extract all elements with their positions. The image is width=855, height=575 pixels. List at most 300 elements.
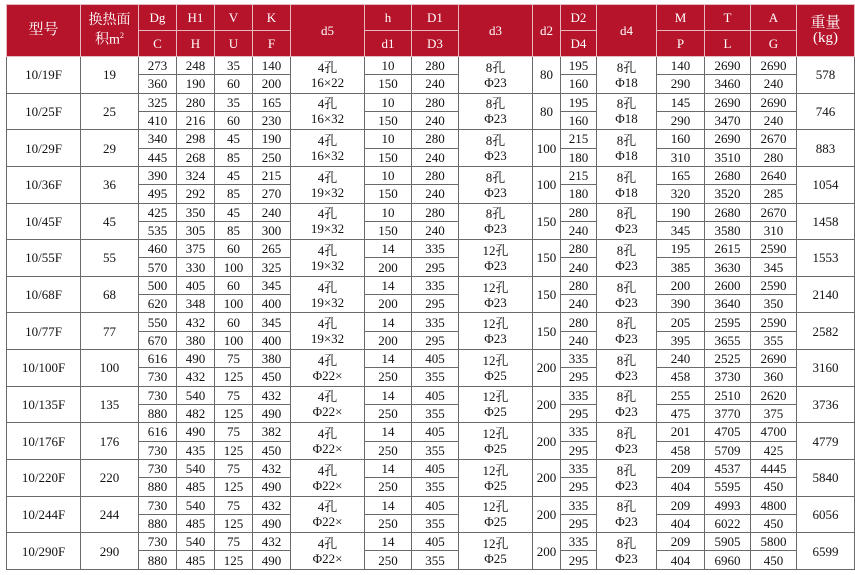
T-cell: 4705 (705, 423, 751, 441)
model-cell: 10/45F (7, 203, 81, 240)
d4-cell-line1: 8孔 (616, 279, 637, 295)
u-cell: 60 (215, 111, 253, 129)
model-cell: 10/68F (7, 276, 81, 313)
D3-cell: 295 (412, 331, 459, 349)
d4-cell-line2: Φ18 (615, 184, 638, 200)
header-area-line2: 积m (95, 32, 120, 48)
h1-cell: 405 (177, 276, 215, 294)
v-cell: 35 (215, 93, 253, 111)
G-cell: 450 (751, 478, 797, 496)
f-cell: 250 (253, 148, 291, 166)
A-cell: 2690 (751, 350, 797, 368)
d5-cell-line2: 19×32 (310, 221, 345, 237)
A-cell: 4800 (751, 496, 797, 514)
d3-cell-line2: Φ25 (484, 551, 507, 567)
P-cell: 345 (657, 221, 705, 239)
D1-cell: 405 (412, 533, 459, 551)
d5-cell (291, 276, 365, 313)
L-cell: 3655 (705, 331, 751, 349)
G-cell: 240 (751, 111, 797, 129)
T-cell: 2690 (705, 93, 751, 111)
k-cell: 190 (253, 130, 291, 148)
area-cell: 290 (81, 533, 139, 570)
D1-cell: 280 (412, 93, 459, 111)
model-cell: 10/29F (7, 130, 81, 167)
H-cell: 216 (177, 111, 215, 129)
d3-cell-line2: Φ23 (484, 331, 507, 347)
h-cell: 14 (365, 496, 412, 514)
d5-cell-line2: 19×32 (310, 294, 345, 310)
model-cell: 10/25F (7, 93, 81, 130)
h1-cell: 490 (177, 350, 215, 368)
dg-cell: 390 (139, 166, 177, 184)
d4-cell-line2: Φ23 (615, 221, 638, 237)
d4-cell (597, 240, 657, 277)
d3-cell (459, 166, 533, 203)
G-cell: 310 (751, 221, 797, 239)
A-cell: 2690 (751, 93, 797, 111)
d3-cell-line1: 12孔 (482, 279, 509, 295)
H-cell: 190 (177, 75, 215, 93)
d3-cell-line1: 12孔 (482, 316, 509, 332)
H-cell: 485 (177, 551, 215, 570)
D4-cell: 240 (561, 295, 597, 313)
table-row (7, 313, 855, 331)
d3-cell-line1: 12孔 (482, 352, 509, 368)
h1-cell: 280 (177, 93, 215, 111)
D3-cell: 240 (412, 221, 459, 239)
P-cell: 404 (657, 551, 705, 570)
d3-cell-line1: 8孔 (485, 59, 506, 75)
D3-cell: 295 (412, 258, 459, 276)
c-cell: 620 (139, 295, 177, 313)
d3-cell-line2: Φ23 (484, 184, 507, 200)
d5-cell-line1: 4孔 (317, 169, 338, 185)
M-cell: 255 (657, 386, 705, 404)
d3-cell-line1: 12孔 (482, 242, 509, 258)
h1-cell: 324 (177, 166, 215, 184)
D2-cell: 335 (561, 533, 597, 551)
d4-cell (597, 533, 657, 570)
k-cell: 380 (253, 350, 291, 368)
v-cell: 45 (215, 203, 253, 221)
d4-cell-line1: 8孔 (616, 462, 637, 478)
D4-cell: 180 (561, 185, 597, 203)
T-cell: 2595 (705, 313, 751, 331)
H-cell: 482 (177, 404, 215, 422)
T-cell: 2525 (705, 350, 751, 368)
model-cell: 10/290F (7, 533, 81, 570)
d2-cell: 150 (533, 313, 561, 350)
table-body (7, 57, 855, 570)
d2-cell: 150 (533, 276, 561, 313)
d5-cell (291, 166, 365, 203)
header-area-sup: 2 (119, 31, 124, 41)
D3-cell: 240 (412, 148, 459, 166)
d3-cell (459, 313, 533, 350)
D1-cell: 405 (412, 459, 459, 477)
header-model: 型号 (7, 5, 81, 57)
D3-cell: 295 (412, 295, 459, 313)
d4-cell-line1: 8孔 (616, 352, 637, 368)
d4-cell-line2: Φ23 (615, 367, 638, 383)
d3-cell-line2: Φ25 (484, 441, 507, 457)
weight-cell: 2582 (797, 313, 855, 350)
d5-cell-line2: 16×22 (310, 74, 345, 90)
header-area (81, 5, 139, 57)
f-cell: 400 (253, 295, 291, 313)
k-cell: 432 (253, 533, 291, 551)
d2-cell: 200 (533, 350, 561, 387)
d3-cell-line2: Φ23 (484, 148, 507, 164)
d5-cell-line1: 4孔 (317, 242, 338, 258)
d2-cell: 100 (533, 130, 561, 167)
D4-cell: 295 (561, 368, 597, 386)
G-cell: 285 (751, 185, 797, 203)
d5-cell (291, 423, 365, 460)
A-cell: 2670 (751, 130, 797, 148)
P-cell: 475 (657, 404, 705, 422)
d4-cell-line1: 8孔 (616, 169, 637, 185)
d4-cell-line2: Φ18 (615, 74, 638, 90)
P-cell: 290 (657, 111, 705, 129)
L-cell: 6022 (705, 514, 751, 532)
header-L: L (705, 31, 751, 57)
k-cell: 432 (253, 496, 291, 514)
d5-cell-line1: 4孔 (317, 389, 338, 405)
A-cell: 2690 (751, 57, 797, 75)
model-cell: 10/135F (7, 386, 81, 423)
d5-cell-line2: 16×32 (310, 111, 345, 127)
D4-cell: 295 (561, 404, 597, 422)
h-cell: 10 (365, 166, 412, 184)
H-cell: 305 (177, 221, 215, 239)
d4-cell (597, 313, 657, 350)
d1-cell: 200 (365, 258, 412, 276)
u-cell: 100 (215, 258, 253, 276)
D3-cell: 355 (412, 478, 459, 496)
d5-cell-line1: 4孔 (317, 352, 338, 368)
weight-cell: 3736 (797, 386, 855, 423)
f-cell: 270 (253, 185, 291, 203)
D1-cell: 405 (412, 386, 459, 404)
d3-cell (459, 57, 533, 94)
header-G: G (751, 31, 797, 57)
header-dg: Dg (139, 5, 177, 31)
D3-cell: 355 (412, 551, 459, 570)
D4-cell: 295 (561, 551, 597, 570)
d2-cell: 200 (533, 533, 561, 570)
A-cell: 2590 (751, 276, 797, 294)
weight-cell: 6599 (797, 533, 855, 570)
weight-cell: 1458 (797, 203, 855, 240)
M-cell: 145 (657, 93, 705, 111)
D1-cell: 280 (412, 57, 459, 75)
c-cell: 880 (139, 404, 177, 422)
d4-cell-line1: 8孔 (616, 426, 637, 442)
header-P: P (657, 31, 705, 57)
d4-cell-line1: 8孔 (616, 96, 637, 112)
table-row (7, 276, 855, 294)
d2-cell: 200 (533, 496, 561, 533)
d3-cell-line2: Φ23 (484, 294, 507, 310)
weight-cell: 3160 (797, 350, 855, 387)
A-cell: 2620 (751, 386, 797, 404)
L-cell: 3730 (705, 368, 751, 386)
d3-cell-line2: Φ23 (484, 111, 507, 127)
D2-cell: 215 (561, 130, 597, 148)
G-cell: 345 (751, 258, 797, 276)
d3-cell-line1: 12孔 (482, 389, 509, 405)
P-cell: 385 (657, 258, 705, 276)
header-d2: d2 (533, 5, 561, 57)
area-cell: 45 (81, 203, 139, 240)
G-cell: 425 (751, 441, 797, 459)
v-cell: 60 (215, 276, 253, 294)
h1-cell: 248 (177, 57, 215, 75)
h-cell: 14 (365, 240, 412, 258)
weight-cell: 4779 (797, 423, 855, 460)
P-cell: 310 (657, 148, 705, 166)
f-cell: 450 (253, 441, 291, 459)
u-cell: 100 (215, 295, 253, 313)
d5-cell-line1: 4孔 (317, 462, 338, 478)
D2-cell: 280 (561, 276, 597, 294)
u-cell: 100 (215, 331, 253, 349)
table-row (7, 166, 855, 184)
u-cell: 85 (215, 148, 253, 166)
v-cell: 45 (215, 130, 253, 148)
L-cell: 3460 (705, 75, 751, 93)
v-cell: 75 (215, 459, 253, 477)
weight-cell: 1054 (797, 166, 855, 203)
d1-cell: 150 (365, 111, 412, 129)
d2-cell: 150 (533, 240, 561, 277)
c-cell: 730 (139, 368, 177, 386)
d4-cell-line1: 8孔 (616, 242, 637, 258)
f-cell: 300 (253, 221, 291, 239)
D1-cell: 280 (412, 166, 459, 184)
T-cell: 2615 (705, 240, 751, 258)
c-cell: 880 (139, 551, 177, 570)
v-cell: 60 (215, 240, 253, 258)
d5-cell (291, 350, 365, 387)
M-cell: 140 (657, 57, 705, 75)
d3-cell-line2: Φ23 (484, 74, 507, 90)
d3-cell (459, 93, 533, 130)
P-cell: 290 (657, 75, 705, 93)
d5-cell-line2: Φ22× (312, 514, 343, 530)
M-cell: 201 (657, 423, 705, 441)
d4-cell-line1: 8孔 (616, 59, 637, 75)
d3-cell-line1: 12孔 (482, 499, 509, 515)
d5-cell-line1: 4孔 (317, 206, 338, 222)
d2-cell: 200 (533, 423, 561, 460)
d3-cell (459, 276, 533, 313)
h1-cell: 490 (177, 423, 215, 441)
header-D1: D1 (412, 5, 459, 31)
d1-cell: 250 (365, 404, 412, 422)
D1-cell: 405 (412, 496, 459, 514)
D2-cell: 335 (561, 496, 597, 514)
H-cell: 485 (177, 514, 215, 532)
k-cell: 265 (253, 240, 291, 258)
d4-cell (597, 459, 657, 496)
d5-cell (291, 93, 365, 130)
area-cell: 36 (81, 166, 139, 203)
T-cell: 2690 (705, 130, 751, 148)
D3-cell: 355 (412, 514, 459, 532)
header-v: V (215, 5, 253, 31)
d1-cell: 200 (365, 295, 412, 313)
M-cell: 209 (657, 496, 705, 514)
d3-cell-line1: 8孔 (485, 169, 506, 185)
d3-cell-line1: 12孔 (482, 426, 509, 442)
A-cell: 2590 (751, 240, 797, 258)
v-cell: 60 (215, 313, 253, 331)
f-cell: 325 (253, 258, 291, 276)
dg-cell: 730 (139, 386, 177, 404)
d5-cell (291, 459, 365, 496)
h-cell: 14 (365, 533, 412, 551)
D4-cell: 295 (561, 441, 597, 459)
header-h1: H1 (177, 5, 215, 31)
table-row (7, 386, 855, 404)
d3-cell (459, 533, 533, 570)
D2-cell: 280 (561, 313, 597, 331)
d5-cell-line2: Φ22× (312, 404, 343, 420)
c-cell: 535 (139, 221, 177, 239)
v-cell: 75 (215, 386, 253, 404)
T-cell: 2600 (705, 276, 751, 294)
model-cell: 10/19F (7, 57, 81, 94)
header-weight-line1: 重量 (810, 14, 841, 31)
d4-cell (597, 57, 657, 94)
u-cell: 125 (215, 551, 253, 570)
d5-cell (291, 496, 365, 533)
d3-cell-line2: Φ25 (484, 404, 507, 420)
dg-cell: 460 (139, 240, 177, 258)
d3-cell-line1: 8孔 (485, 206, 506, 222)
area-cell: 220 (81, 459, 139, 496)
h-cell: 14 (365, 459, 412, 477)
d3-cell (459, 386, 533, 423)
d4-cell-line1: 8孔 (616, 389, 637, 405)
d3-cell-line2: Φ23 (484, 221, 507, 237)
c-cell: 445 (139, 148, 177, 166)
d3-cell-line1: 8孔 (485, 96, 506, 112)
area-cell: 25 (81, 93, 139, 130)
d5-cell (291, 386, 365, 423)
spec-table (6, 4, 855, 570)
v-cell: 75 (215, 533, 253, 551)
header-T: T (705, 5, 751, 31)
v-cell: 35 (215, 57, 253, 75)
D1-cell: 280 (412, 130, 459, 148)
dg-cell: 730 (139, 496, 177, 514)
d3-cell-line2: Φ25 (484, 367, 507, 383)
d2-cell: 200 (533, 459, 561, 496)
G-cell: 240 (751, 75, 797, 93)
D3-cell: 355 (412, 404, 459, 422)
weight-cell: 578 (797, 57, 855, 94)
D2-cell: 215 (561, 166, 597, 184)
d5-cell-line1: 4孔 (317, 536, 338, 552)
D4-cell: 160 (561, 111, 597, 129)
d1-cell: 150 (365, 185, 412, 203)
table-row (7, 496, 855, 514)
d5-cell-line1: 4孔 (317, 279, 338, 295)
k-cell: 432 (253, 386, 291, 404)
dg-cell: 500 (139, 276, 177, 294)
d4-cell-line2: Φ23 (615, 257, 638, 273)
model-cell: 10/176F (7, 423, 81, 460)
d4-cell-line2: Φ23 (615, 331, 638, 347)
d5-cell-line1: 4孔 (317, 96, 338, 112)
u-cell: 125 (215, 368, 253, 386)
c-cell: 495 (139, 185, 177, 203)
h-cell: 14 (365, 386, 412, 404)
dg-cell: 730 (139, 533, 177, 551)
M-cell: 209 (657, 459, 705, 477)
T-cell: 2680 (705, 203, 751, 221)
D2-cell: 280 (561, 240, 597, 258)
M-cell: 240 (657, 350, 705, 368)
D2-cell: 335 (561, 423, 597, 441)
H-cell: 348 (177, 295, 215, 313)
P-cell: 404 (657, 478, 705, 496)
header-u: U (215, 31, 253, 57)
d5-cell-line2: 19×32 (310, 184, 345, 200)
table-row (7, 533, 855, 551)
D2-cell: 195 (561, 57, 597, 75)
model-cell: 10/55F (7, 240, 81, 277)
k-cell: 240 (253, 203, 291, 221)
f-cell: 450 (253, 368, 291, 386)
dg-cell: 550 (139, 313, 177, 331)
d5-cell-line1: 4孔 (317, 499, 338, 515)
d3-cell-line2: Φ23 (484, 257, 507, 273)
d1-cell: 250 (365, 368, 412, 386)
d2-cell: 200 (533, 386, 561, 423)
d3-cell (459, 350, 533, 387)
d2-cell: 80 (533, 93, 561, 130)
d3-cell-line2: Φ25 (484, 514, 507, 530)
D4-cell: 240 (561, 331, 597, 349)
h1-cell: 540 (177, 386, 215, 404)
d1-cell: 250 (365, 514, 412, 532)
header-d4: d4 (597, 5, 657, 57)
D4-cell: 295 (561, 478, 597, 496)
d2-cell: 150 (533, 203, 561, 240)
u-cell: 125 (215, 478, 253, 496)
model-cell: 10/77F (7, 313, 81, 350)
dg-cell: 730 (139, 459, 177, 477)
d4-cell-line2: Φ23 (615, 404, 638, 420)
H-cell: 435 (177, 441, 215, 459)
f-cell: 490 (253, 478, 291, 496)
v-cell: 75 (215, 350, 253, 368)
d3-cell (459, 203, 533, 240)
M-cell: 190 (657, 203, 705, 221)
area-cell: 176 (81, 423, 139, 460)
d1-cell: 150 (365, 221, 412, 239)
table-row (7, 350, 855, 368)
d4-cell-line2: Φ23 (615, 441, 638, 457)
header-D3: D3 (412, 31, 459, 57)
D3-cell: 355 (412, 441, 459, 459)
u-cell: 125 (215, 404, 253, 422)
